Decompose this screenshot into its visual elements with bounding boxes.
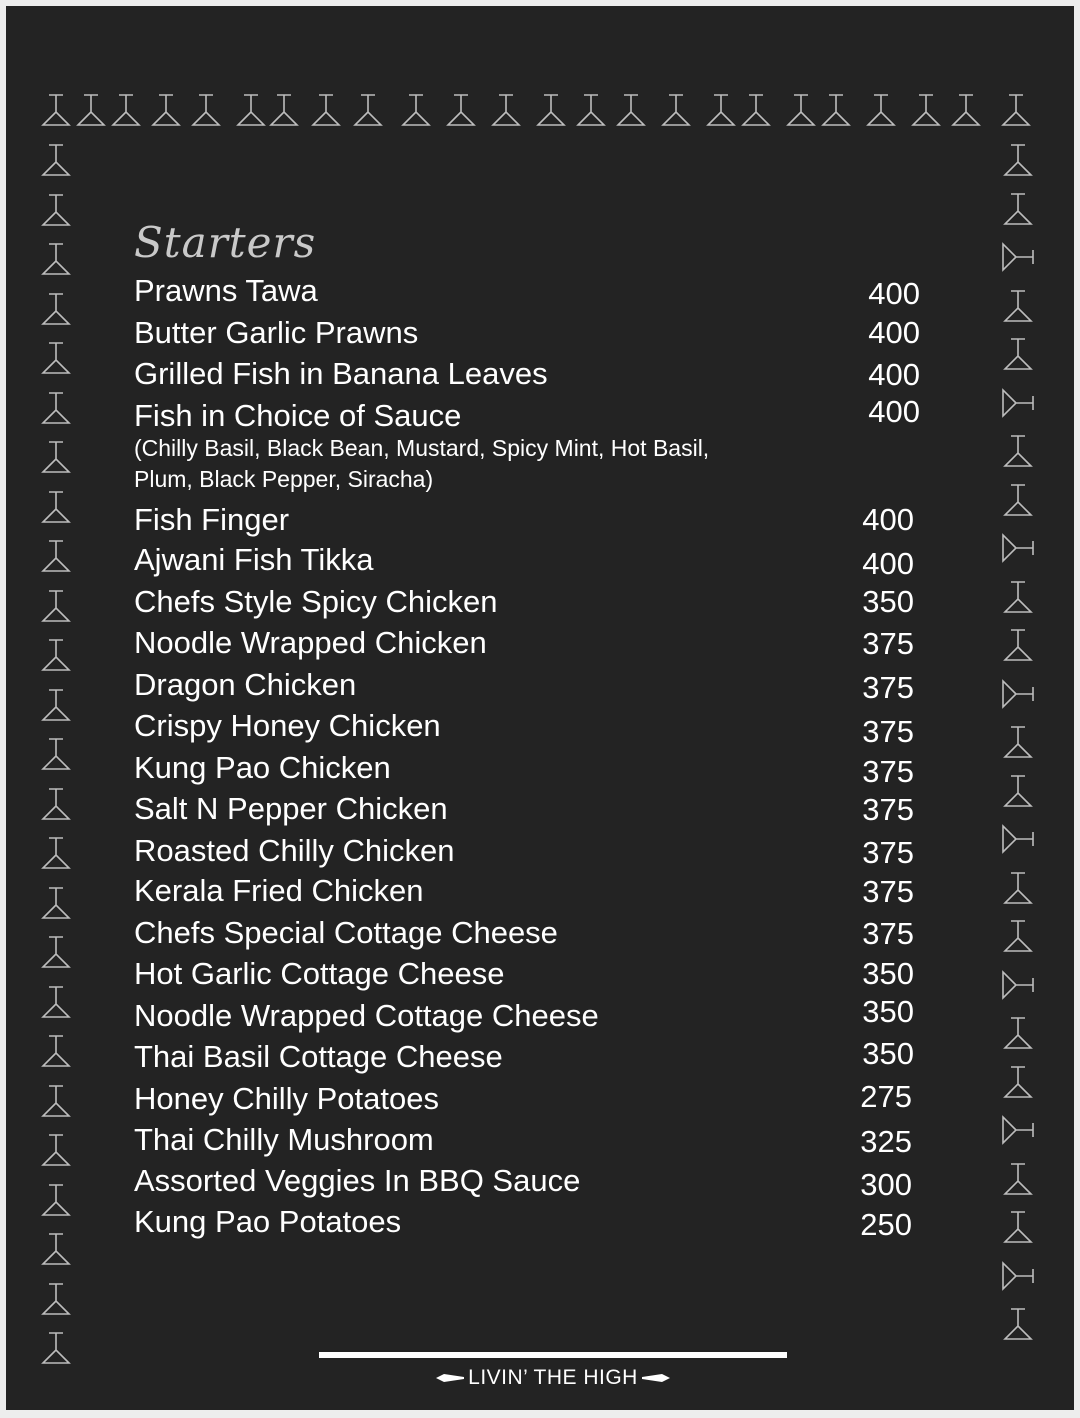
menu-item-name: Kung Pao Potatoes <box>134 1204 402 1239</box>
menu-item-name: Assorted Veggies In BBQ Sauce <box>134 1163 581 1198</box>
menu-item-price: 375 <box>862 714 914 749</box>
menu-item-price: 400 <box>862 502 914 537</box>
menu-item-price: 400 <box>868 276 920 311</box>
menu-item-name: Fish in Choice of Sauce <box>134 398 462 433</box>
menu-item-name: Hot Garlic Cottage Cheese <box>134 956 505 991</box>
menu-item-name: Grilled Fish in Banana Leaves <box>134 356 548 391</box>
menu-item-price: 375 <box>862 792 914 827</box>
menu-page <box>6 6 1074 1410</box>
menu-item-price: 400 <box>862 546 914 581</box>
menu-item-name: Roasted Chilly Chicken <box>134 833 455 868</box>
menu-item-price: 325 <box>860 1124 912 1159</box>
menu-item-price: 300 <box>860 1167 912 1202</box>
footer-tagline: LIVIN’ THE HIGH <box>468 1366 638 1389</box>
menu-item-name: Thai Basil Cottage Cheese <box>134 1039 503 1074</box>
menu-item-price: 400 <box>868 315 920 350</box>
spear-right-icon <box>642 1373 670 1383</box>
menu-item-price: 375 <box>862 754 914 789</box>
menu-item-name: Noodle Wrapped Chicken <box>134 625 487 660</box>
menu-item-price: 375 <box>862 670 914 705</box>
menu-item-name: Ajwani Fish Tikka <box>134 542 374 577</box>
menu-item-price: 250 <box>860 1207 912 1242</box>
menu-item-price: 350 <box>862 994 914 1029</box>
spear-left-icon <box>436 1373 464 1383</box>
menu-item-price: 375 <box>862 835 914 870</box>
menu-item-price: 375 <box>862 916 914 951</box>
menu-list <box>6 6 1074 1410</box>
menu-item-price: 375 <box>862 626 914 661</box>
menu-item-name: Dragon Chicken <box>134 667 357 702</box>
menu-item-name: Kung Pao Chicken <box>134 750 391 785</box>
menu-item-price: 275 <box>860 1079 912 1114</box>
footer <box>319 1366 787 1390</box>
menu-item-price: 400 <box>868 394 920 429</box>
menu-item-name: Noodle Wrapped Cottage Cheese <box>134 998 599 1033</box>
menu-item-name: Thai Chilly Mushroom <box>134 1122 434 1157</box>
section-title: Starters <box>134 218 317 267</box>
menu-item-name: Prawns Tawa <box>134 273 318 308</box>
menu-item-name: Fish Finger <box>134 502 290 537</box>
menu-item-description: (Chilly Basil, Black Bean, Mustard, Spicy Mint, Hot Basil, Plum, Black Pepper, Siracha) <box>134 435 710 492</box>
menu-item-price: 375 <box>862 874 914 909</box>
menu-item-name: Chefs Style Spicy Chicken <box>134 584 498 619</box>
menu-item-price: 350 <box>862 584 914 619</box>
menu-item-name: Kerala Fried Chicken <box>134 873 424 908</box>
menu-item-price: 350 <box>862 1036 914 1071</box>
menu-item-name: Salt N Pepper Chicken <box>134 791 448 826</box>
menu-item-name: Butter Garlic Prawns <box>134 315 419 350</box>
menu-item-name: Chefs Special Cottage Cheese <box>134 915 558 950</box>
menu-item-price: 400 <box>868 357 920 392</box>
footer-divider <box>319 1352 787 1358</box>
menu-item-name: Honey Chilly Potatoes <box>134 1081 439 1116</box>
menu-item-name: Crispy Honey Chicken <box>134 708 441 743</box>
menu-item-price: 350 <box>862 956 914 991</box>
